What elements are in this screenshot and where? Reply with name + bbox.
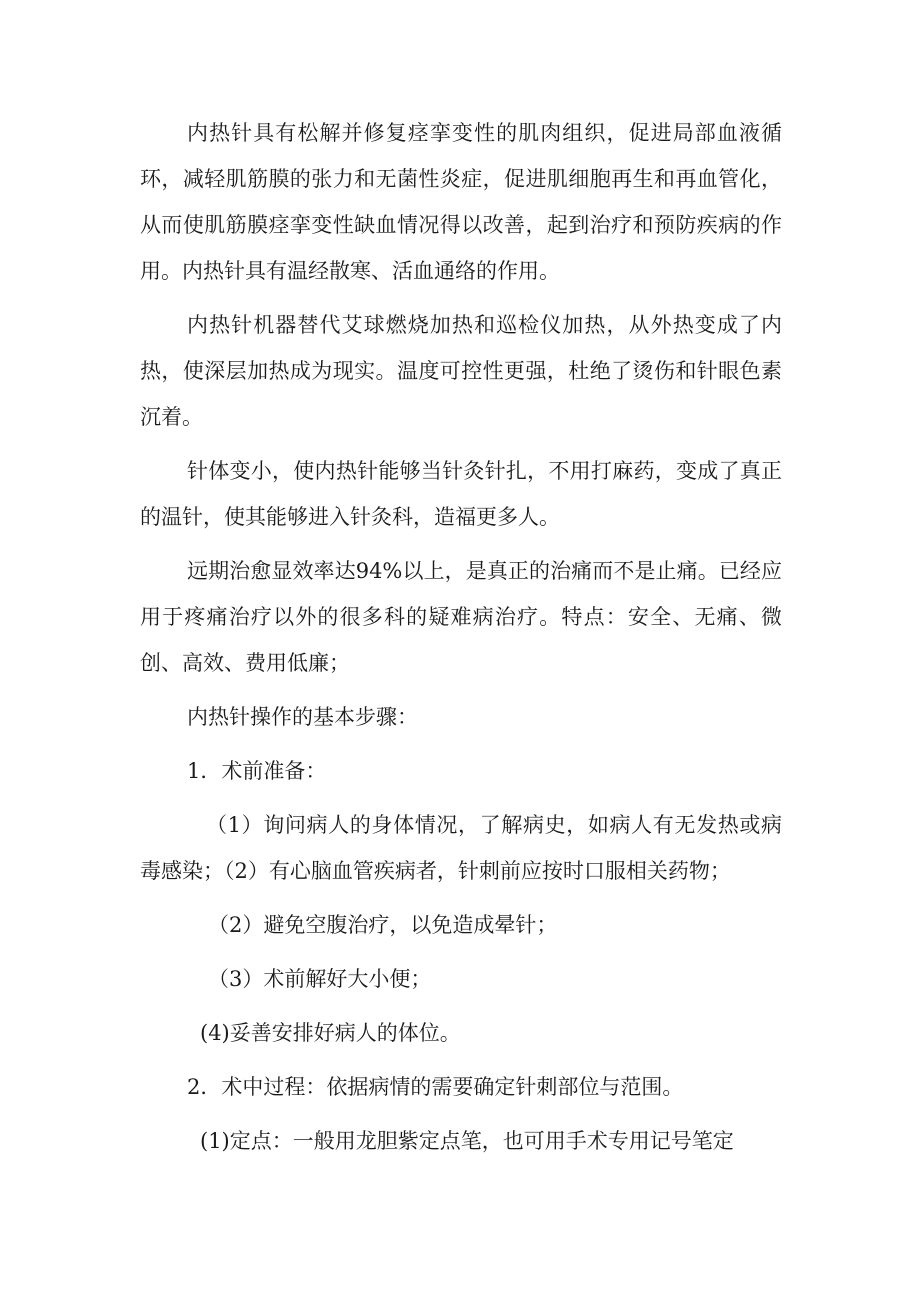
step-1-item-3: （3）术前解好大小便； <box>208 967 432 991</box>
step-1-item-1: （1）询问病人的身体情况，了解病史，如病人有无发热或病毒感染；（2）有心脑血管疾病者，针刺前应按时口服相关药物； <box>140 813 782 883</box>
step-2-item-1: (1)定点：一般用龙胆紫定点笔，也可用手术专用记号笔定 <box>200 1129 734 1153</box>
document-body <box>140 110 782 1172</box>
step-2-title: 2．术中过程：依据病情的需要确定针刺部位与范围。 <box>187 1075 684 1099</box>
step-1-title: 1．术前准备： <box>187 759 327 783</box>
step-1-item-2: （2）避免空腹治疗，以免造成晕针； <box>208 913 558 937</box>
paragraph-3: 针体变小，使内热针能够当针灸针扎，不用打麻药，变成了真正的温针，使其能够进入针灸科，造福更多人。 <box>140 459 782 529</box>
paragraph-1: 内热针具有松解并修复痉挛变性的肌肉组织，促进局部血液循环，减轻肌筋膜的张力和无菌性炎症，促进肌细胞再生和再血管化，从而使肌筋膜痉挛变性缺血情况得以改善，起到治疗和预防疾病的作用。内热针具有温经散寒、活血通络的作用。 <box>140 121 782 283</box>
step-1-item-4: (4)妥善安排好病人的体位。 <box>200 1021 461 1045</box>
paragraph-4: 远期治愈显效率达94%以上，是真正的治痛而不是止痛。已经应用于疼痛治疗以外的很多科的疑难病治疗。特点：安全、无痛、微创、高效、费用低廉； <box>140 559 782 675</box>
paragraph-2: 内热针机器替代艾球燃烧加热和巡检仪加热，从外热变成了内热，使深层加热成为现实。温度可控性更强，杜绝了烫伤和针眼色素沉着。 <box>140 313 782 429</box>
steps-heading: 内热针操作的基本步骤： <box>187 705 418 729</box>
